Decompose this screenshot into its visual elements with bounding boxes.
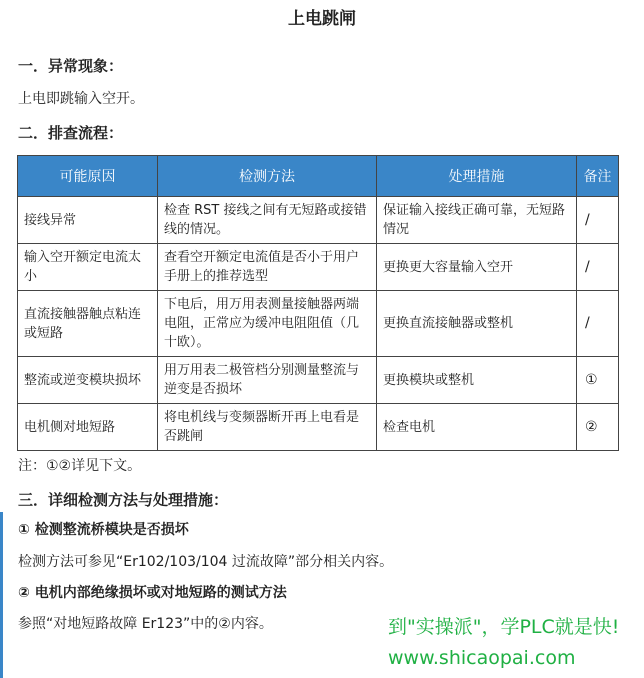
- cell-note: ①: [577, 357, 619, 404]
- watermark-slogan: 到"实操派"，学PLC就是快!: [388, 616, 620, 638]
- cell-note: /: [577, 291, 619, 357]
- page-title: 上电跳闸: [288, 9, 356, 29]
- sub2-heading: ② 电机内部绝缘损坏或对地短路的测试方法: [18, 585, 287, 601]
- section3-heading: 三．详细检测方法与处理措施：: [18, 491, 229, 509]
- sub2-text: 参照“对地短路故障 Er123”中的②内容。: [18, 616, 273, 632]
- table-row: [18, 404, 619, 451]
- left-accent-bar: [0, 512, 3, 678]
- cell-method: 下电后，用万用表测量接触器两端电阻，正常应为缓冲电阻阻值（几十欧）。: [158, 291, 377, 357]
- section2-heading: 二．排查流程：: [18, 124, 124, 142]
- cell-note: ②: [577, 404, 619, 451]
- section1-heading: 一．异常现象：: [18, 57, 124, 75]
- watermark-url: www.shicaopai.com: [388, 647, 576, 669]
- cell-note: /: [577, 197, 619, 244]
- sub1-text: 检测方法可参见“Er102/103/104 过流故障”部分相关内容。: [18, 554, 394, 570]
- cell-action: 更换模块或整机: [377, 357, 577, 404]
- cell-method: 查看空开额定电流值是否小于用户手册上的推荐选型: [158, 244, 377, 291]
- cell-cause: 直流接触器触点粘连或短路: [18, 291, 158, 357]
- cell-note: /: [577, 244, 619, 291]
- table-note: 注：①②详见下文。: [18, 458, 142, 474]
- cell-method: 检查 RST 接线之间有无短路或接错线的情况。: [158, 197, 377, 244]
- header-method: 检测方法: [158, 156, 377, 197]
- sub1-heading: ① 检测整流桥模块是否损坏: [18, 522, 189, 538]
- table-row: [18, 357, 619, 404]
- table-row: [18, 197, 619, 244]
- table-header-row: [18, 156, 619, 197]
- cell-cause: 整流或逆变模块损坏: [18, 357, 158, 404]
- cell-action: 检查电机: [377, 404, 577, 451]
- header-action: 处理措施: [377, 156, 577, 197]
- cell-action: 保证输入接线正确可靠，无短路情况: [377, 197, 577, 244]
- cell-method: 将电机线与变频器断开再上电看是否跳闸: [158, 404, 377, 451]
- table-row: [18, 244, 619, 291]
- cell-cause: 接线异常: [18, 197, 158, 244]
- cell-cause: 输入空开额定电流太小: [18, 244, 158, 291]
- troubleshooting-table: [17, 155, 619, 451]
- cell-method: 用万用表二极管档分别测量整流与逆变是否损坏: [158, 357, 377, 404]
- cell-cause: 电机侧对地短路: [18, 404, 158, 451]
- cell-action: 更换更大容量输入空开: [377, 244, 577, 291]
- header-note: 备注: [577, 156, 619, 197]
- cell-action: 更换直流接触器或整机: [377, 291, 577, 357]
- section1-text: 上电即跳输入空开。: [18, 91, 144, 107]
- table-row: [18, 291, 619, 357]
- header-cause: 可能原因: [18, 156, 158, 197]
